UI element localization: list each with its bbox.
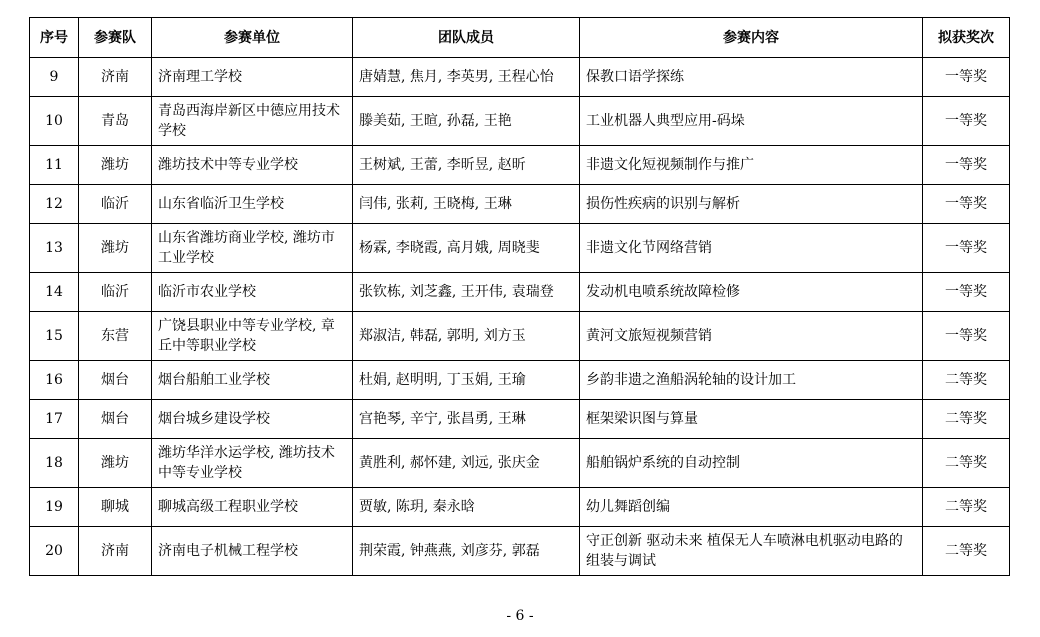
cell-seq: 18 — [30, 439, 79, 488]
header-content: 参赛内容 — [580, 18, 923, 58]
cell-team: 烟台 — [79, 361, 152, 400]
page-number: - 6 - — [506, 608, 534, 624]
cell-unit: 烟台城乡建设学校 — [152, 400, 353, 439]
cell-content: 乡韵非遗之渔船涡轮轴的设计加工 — [580, 361, 923, 400]
table-row — [30, 224, 1010, 273]
table-row — [30, 185, 1010, 224]
table-row — [30, 97, 1010, 146]
cell-unit: 济南电子机械工程学校 — [152, 527, 353, 576]
cell-members: 闫伟, 张莉, 王晓梅, 王琳 — [353, 185, 580, 224]
cell-members: 张钦栋, 刘芝鑫, 王开伟, 袁瑞登 — [353, 273, 580, 312]
cell-members: 荆荣霞, 钟燕燕, 刘彦芬, 郭磊 — [353, 527, 580, 576]
cell-seq: 17 — [30, 400, 79, 439]
table-row — [30, 361, 1010, 400]
cell-members: 王树斌, 王蕾, 李昕昱, 赵昕 — [353, 146, 580, 185]
cell-content: 保教口语学探练 — [580, 58, 923, 97]
cell-seq: 12 — [30, 185, 79, 224]
cell-content: 幼儿舞蹈创编 — [580, 488, 923, 527]
cell-members: 黄胜利, 郝怀建, 刘远, 张庆金 — [353, 439, 580, 488]
cell-content: 工业机器人典型应用-码垛 — [580, 97, 923, 146]
header-seq: 序号 — [30, 18, 79, 58]
cell-unit: 济南理工学校 — [152, 58, 353, 97]
cell-unit: 烟台船舶工业学校 — [152, 361, 353, 400]
cell-team: 临沂 — [79, 273, 152, 312]
cell-unit: 山东省潍坊商业学校, 潍坊市工业学校 — [152, 224, 353, 273]
cell-members: 杜娟, 赵明明, 丁玉娟, 王瑜 — [353, 361, 580, 400]
cell-unit: 临沂市农业学校 — [152, 273, 353, 312]
cell-unit: 山东省临沂卫生学校 — [152, 185, 353, 224]
cell-seq: 15 — [30, 312, 79, 361]
table-header-row — [30, 18, 1010, 58]
header-award: 拟获奖次 — [923, 18, 1010, 58]
cell-members: 滕美茹, 王暄, 孙磊, 王艳 — [353, 97, 580, 146]
cell-members: 唐婧慧, 焦月, 李英男, 王程心怡 — [353, 58, 580, 97]
table-row — [30, 273, 1010, 312]
cell-award: 一等奖 — [923, 97, 1010, 146]
cell-members: 郑淑洁, 韩磊, 郭明, 刘方玉 — [353, 312, 580, 361]
cell-content: 非遗文化短视频制作与推广 — [580, 146, 923, 185]
cell-unit: 广饶县职业中等专业学校, 章丘中等职业学校 — [152, 312, 353, 361]
table-row — [30, 400, 1010, 439]
cell-unit: 潍坊华洋水运学校, 潍坊技术中等专业学校 — [152, 439, 353, 488]
cell-unit: 聊城高级工程职业学校 — [152, 488, 353, 527]
awards-table — [29, 17, 1010, 576]
cell-seq: 11 — [30, 146, 79, 185]
cell-team: 济南 — [79, 58, 152, 97]
cell-seq: 16 — [30, 361, 79, 400]
cell-members: 杨霖, 李晓霞, 高月娥, 周晓斐 — [353, 224, 580, 273]
cell-team: 青岛 — [79, 97, 152, 146]
cell-unit: 潍坊技术中等专业学校 — [152, 146, 353, 185]
cell-team: 东营 — [79, 312, 152, 361]
table-row — [30, 527, 1010, 576]
cell-award: 二等奖 — [923, 361, 1010, 400]
cell-award: 一等奖 — [923, 185, 1010, 224]
cell-content: 框架梁识图与算量 — [580, 400, 923, 439]
header-unit: 参赛单位 — [152, 18, 353, 58]
table-row — [30, 58, 1010, 97]
cell-content: 非遗文化节网络营销 — [580, 224, 923, 273]
cell-content: 损伤性疾病的识别与解析 — [580, 185, 923, 224]
cell-award: 二等奖 — [923, 439, 1010, 488]
table-row — [30, 488, 1010, 527]
cell-team: 聊城 — [79, 488, 152, 527]
cell-content: 守正创新 驱动未来 植保无人车喷淋电机驱动电路的组装与调试 — [580, 527, 923, 576]
cell-members: 贾敏, 陈玥, 秦永晗 — [353, 488, 580, 527]
header-members: 团队成员 — [353, 18, 580, 58]
cell-team: 潍坊 — [79, 439, 152, 488]
cell-award: 二等奖 — [923, 527, 1010, 576]
cell-team: 烟台 — [79, 400, 152, 439]
cell-award: 二等奖 — [923, 400, 1010, 439]
header-team: 参赛队 — [79, 18, 152, 58]
cell-team: 临沂 — [79, 185, 152, 224]
cell-team: 潍坊 — [79, 224, 152, 273]
cell-award: 一等奖 — [923, 224, 1010, 273]
cell-content: 船舶锅炉系统的自动控制 — [580, 439, 923, 488]
cell-content: 黄河文旅短视频营销 — [580, 312, 923, 361]
table-row — [30, 312, 1010, 361]
cell-seq: 19 — [30, 488, 79, 527]
cell-unit: 青岛西海岸新区中德应用技术学校 — [152, 97, 353, 146]
table-row — [30, 146, 1010, 185]
cell-seq: 20 — [30, 527, 79, 576]
cell-seq: 10 — [30, 97, 79, 146]
cell-seq: 14 — [30, 273, 79, 312]
cell-content: 发动机电喷系统故障检修 — [580, 273, 923, 312]
table-row — [30, 439, 1010, 488]
cell-seq: 13 — [30, 224, 79, 273]
cell-award: 二等奖 — [923, 488, 1010, 527]
cell-team: 济南 — [79, 527, 152, 576]
cell-team: 潍坊 — [79, 146, 152, 185]
cell-seq: 9 — [30, 58, 79, 97]
cell-award: 一等奖 — [923, 312, 1010, 361]
cell-award: 一等奖 — [923, 273, 1010, 312]
cell-award: 一等奖 — [923, 58, 1010, 97]
cell-members: 宫艳琴, 辛宁, 张昌勇, 王琳 — [353, 400, 580, 439]
cell-award: 一等奖 — [923, 146, 1010, 185]
